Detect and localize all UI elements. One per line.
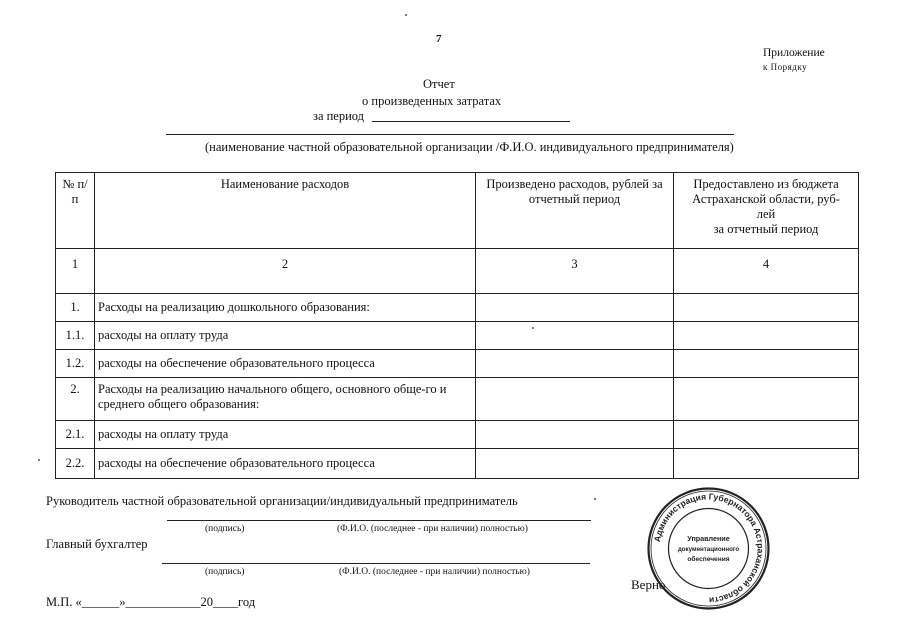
table-row <box>56 294 859 322</box>
row-spent-cell[interactable] <box>476 421 674 449</box>
table-row <box>56 378 859 421</box>
header-budget <box>674 173 859 249</box>
scan-speck <box>405 14 407 16</box>
stamp-center-line-3: обеспечения <box>687 556 730 563</box>
column-index-1: 1 <box>56 249 95 294</box>
stamp-ring-text: Администрация Губернатора Астраханской области <box>651 491 766 606</box>
row-number: 1.1. <box>56 322 95 350</box>
row-budget-cell[interactable] <box>674 421 859 449</box>
row-number: 1. <box>56 294 95 322</box>
header-budget-line-1: Предоставлено из бюджета <box>693 177 839 191</box>
table-row <box>56 449 859 479</box>
column-index-2: 2 <box>95 249 476 294</box>
appendix-line-1: Приложение <box>763 47 825 59</box>
row-budget-cell[interactable] <box>674 294 859 322</box>
row-budget-cell[interactable] <box>674 378 859 421</box>
row-spent-cell[interactable] <box>476 378 674 421</box>
column-index-4: 4 <box>674 249 859 294</box>
page-number: 7 <box>436 33 442 45</box>
row-name: Расходы на реализацию дошкольного образования: <box>95 294 476 322</box>
header-budget-line-2: Астраханской области, руб- <box>692 192 840 206</box>
table-header-row <box>56 173 859 249</box>
header-name: Наименование расходов <box>95 173 476 249</box>
expenses-table <box>55 172 859 479</box>
seal-date-line: М.П. «______»____________20____год <box>46 595 256 609</box>
stamp-center-line-2: документационного <box>677 546 740 553</box>
verno-label: Верно <box>631 577 666 592</box>
period-blank-line <box>372 121 570 122</box>
director-fio-caption: (Ф.И.О. (последнее - при наличии) полностью) <box>337 524 528 534</box>
table-row <box>56 421 859 449</box>
row-spent-cell[interactable] <box>476 294 674 322</box>
row-name: расходы на обеспечение образовательного процесса <box>95 350 476 378</box>
stamp-center-line-1: Управление <box>687 534 730 543</box>
scan-speck <box>38 459 40 461</box>
row-name: Расходы на реализацию начального общего, основного обще-го и среднего общего образования: <box>95 378 476 421</box>
accountant-signature-caption: (подпись) <box>205 567 245 577</box>
row-number: 2.2. <box>56 449 95 479</box>
director-signature-caption: (подпись) <box>205 524 245 534</box>
appendix-note <box>763 46 825 74</box>
row-name: расходы на оплату труда <box>95 421 476 449</box>
director-label: Руководитель частной образовательной организации/индивидуальный предприниматель <box>46 494 518 508</box>
director-signature-line[interactable] <box>167 520 591 521</box>
row-spent-cell[interactable] <box>476 350 674 378</box>
scan-speck <box>532 327 534 329</box>
header-spent: Произведено расходов, рублей за отчетный период <box>476 173 674 249</box>
header-num: № п/п <box>56 173 95 249</box>
table-row <box>56 350 859 378</box>
row-name: расходы на обеспечение образовательного процесса <box>95 449 476 479</box>
period-label: за период <box>313 109 365 123</box>
row-number: 2. <box>56 378 95 421</box>
row-number: 2.1. <box>56 421 95 449</box>
column-index-row <box>56 249 859 294</box>
row-number: 1.2. <box>56 350 95 378</box>
table-row <box>56 322 859 350</box>
row-spent-cell[interactable] <box>476 449 674 479</box>
accountant-fio-caption: (Ф.И.О. (последнее - при наличии) полностью) <box>339 567 530 577</box>
row-name: расходы на оплату труда <box>95 322 476 350</box>
organization-blank-line <box>166 134 734 135</box>
row-spent-cell[interactable] <box>476 322 674 350</box>
accountant-label: Главный бухгалтер <box>46 537 148 551</box>
row-budget-cell[interactable] <box>674 322 859 350</box>
row-budget-cell[interactable] <box>674 350 859 378</box>
accountant-signature-line[interactable] <box>162 563 590 564</box>
scan-speck <box>594 498 596 500</box>
header-budget-line-3: лей <box>756 207 776 221</box>
column-index-3: 3 <box>476 249 674 294</box>
row-budget-cell[interactable] <box>674 449 859 479</box>
appendix-line-2: к Порядку <box>763 62 808 72</box>
official-stamp <box>646 486 771 611</box>
header-budget-line-4: за отчетный период <box>713 222 819 236</box>
organization-caption: (наименование частной образовательной организации /Ф.И.О. индивидуального предпринимателя) <box>205 140 734 154</box>
report-title: Отчет <box>423 77 455 91</box>
report-subtitle: о произведенных затратах <box>362 94 502 108</box>
